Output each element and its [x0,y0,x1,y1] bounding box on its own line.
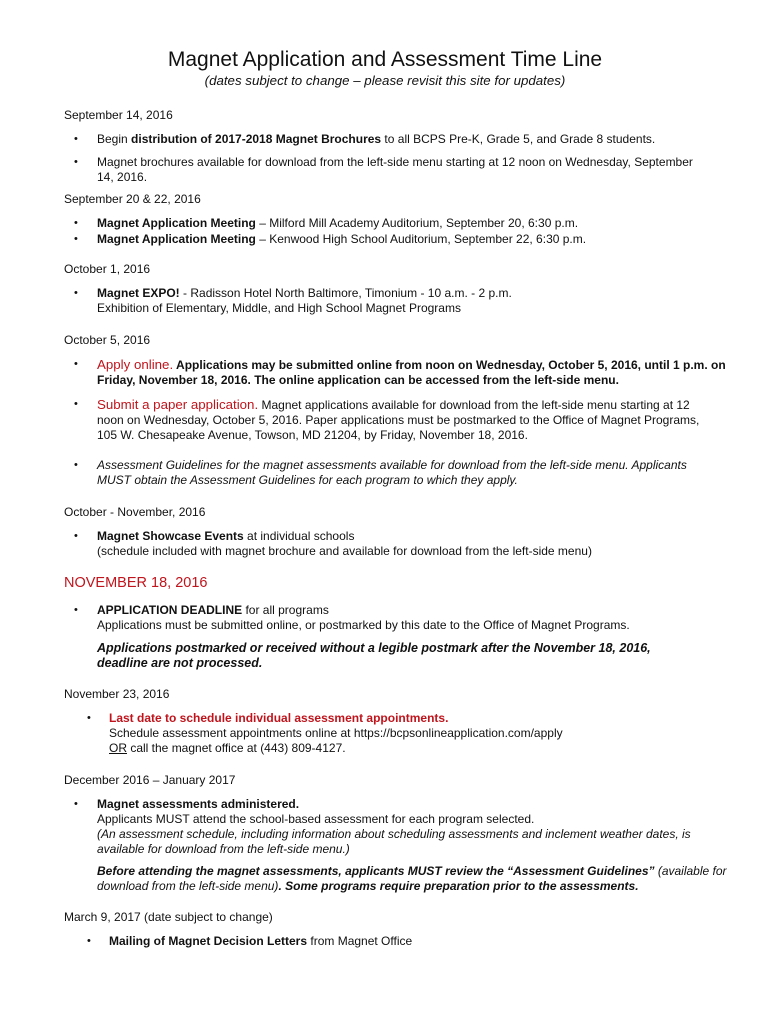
page-title: Magnet Application and Assessment Time Line [167,48,603,71]
bullet-icon: • [74,798,78,810]
page-subtitle: (dates subject to change – please revisit this site for updates) [204,73,566,88]
deadline-note-continued: deadline are not processed. [97,656,263,670]
schedule-deadline-text: Last date to schedule individual assessment appointments. [109,711,449,725]
list-item: Magnet Showcase Events at individual schools [97,529,355,543]
list-item-continued: MUST obtain the Assessment Guidelines for each program to which they apply. [97,473,518,487]
bullet-icon: • [74,287,78,299]
bullet-icon: • [87,712,91,724]
section-date-oct-nov: October - November, 2016 [64,505,206,519]
list-item: APPLICATION DEADLINE for all programs [97,603,329,617]
bullet-icon: • [87,935,91,947]
list-item: Magnet EXPO! - Radisson Hotel North Baltimore, Timonium - 10 a.m. - 2 p.m. [97,286,512,300]
bullet-icon: • [74,133,78,145]
section-date-oct1: October 1, 2016 [64,262,151,276]
section-date-dec-jan: December 2016 – January 2017 [64,773,236,787]
section-date-sep14: September 14, 2016 [64,108,173,122]
list-item-continued: (An assessment schedule, including information about scheduling assessments and inclement weather dates, is [97,827,691,841]
bullet-icon: • [74,217,78,229]
section-date-sep20-22: September 20 & 22, 2016 [64,192,201,206]
list-item-continued: Exhibition of Elementary, Middle, and High School Magnet Programs [97,301,461,315]
deadline-note: Applications postmarked or received without a legible postmark after the November 18, 2016, [97,641,651,655]
bullet-icon: • [74,358,78,370]
section-date-nov23: November 23, 2016 [64,687,170,701]
bullet-icon: • [74,604,78,616]
list-item-continued: available for download from the left-side menu.) [97,842,350,856]
list-item-continued: Friday, November 18, 2016. The online application can be accessed from the left-side menu. [97,373,619,387]
assessment-guidelines-note: Before attending the magnet assessments, applicants MUST review the “Assessment Guidelines” (available for [97,864,727,878]
apply-online-link[interactable]: Apply online. [97,357,174,372]
list-item-continued: Applicants MUST attend the school-based assessment for each program selected. [97,812,535,826]
section-date-mar9: March 9, 2017 (date subject to change) [64,910,273,924]
list-item: Magnet Application Meeting – Kenwood High School Auditorium, September 22, 6:30 p.m. [97,232,587,246]
list-item-paper-application: Submit a paper application. Magnet applications available for download from the left-side menu starting at 12 [97,397,690,412]
bullet-icon: • [74,233,78,245]
list-item: Mailing of Magnet Decision Letters from Magnet Office [109,934,413,948]
list-item: Assessment Guidelines for the magnet assessments available for download from the left-side menu. Applicants [97,458,687,472]
bullet-icon: • [74,459,78,471]
list-item-continued: noon on Wednesday, October 5, 2016. Paper applications must be postmarked to the Office of Magnet Programs, [97,413,700,427]
bullet-icon: • [74,398,78,410]
assessment-guidelines-note-continued: download from the left-side menu). Some programs require preparation prior to the assessments. [97,879,639,893]
list-item: Begin distribution of 2017-2018 Magnet Brochures to all BCPS Pre-K, Grade 5, and Grade 8 students. [97,132,656,146]
list-item: Magnet Application Meeting – Milford Mill Academy Auditorium, September 20, 6:30 p.m. [97,216,579,230]
section-date-deadline: NOVEMBER 18, 2016 [64,575,208,591]
list-item-continued: Schedule assessment appointments online at https://bcpsonlineapplication.com/apply [109,726,563,740]
section-date-oct5: October 5, 2016 [64,333,151,347]
list-item-continued: Applications must be submitted online, or postmarked by this date to the Office of Magnet Programs. [97,618,630,632]
list-item-continued: OR call the magnet office at (443) 809-4127. [109,741,346,755]
list-item-apply-online: Apply online. Applications may be submitted online from noon on Wednesday, October 5, 2016, until 1 p.m. on [97,357,726,372]
list-item: Magnet assessments administered. [97,797,300,811]
bullet-icon: • [74,530,78,542]
list-item-continued: 105 W. Chesapeake Avenue, Towson, MD 21204, by Friday, November 18, 2016. [97,428,528,442]
bullet-icon: • [74,156,78,168]
submit-paper-application-link[interactable]: Submit a paper application. [97,397,259,412]
list-item-continued: 14, 2016. [97,170,148,184]
list-item: Magnet brochures available for download from the left-side menu starting at 12 noon on Wednesday, September [97,155,693,169]
list-item-continued: (schedule included with magnet brochure and available for download from the left-side menu) [97,544,592,558]
